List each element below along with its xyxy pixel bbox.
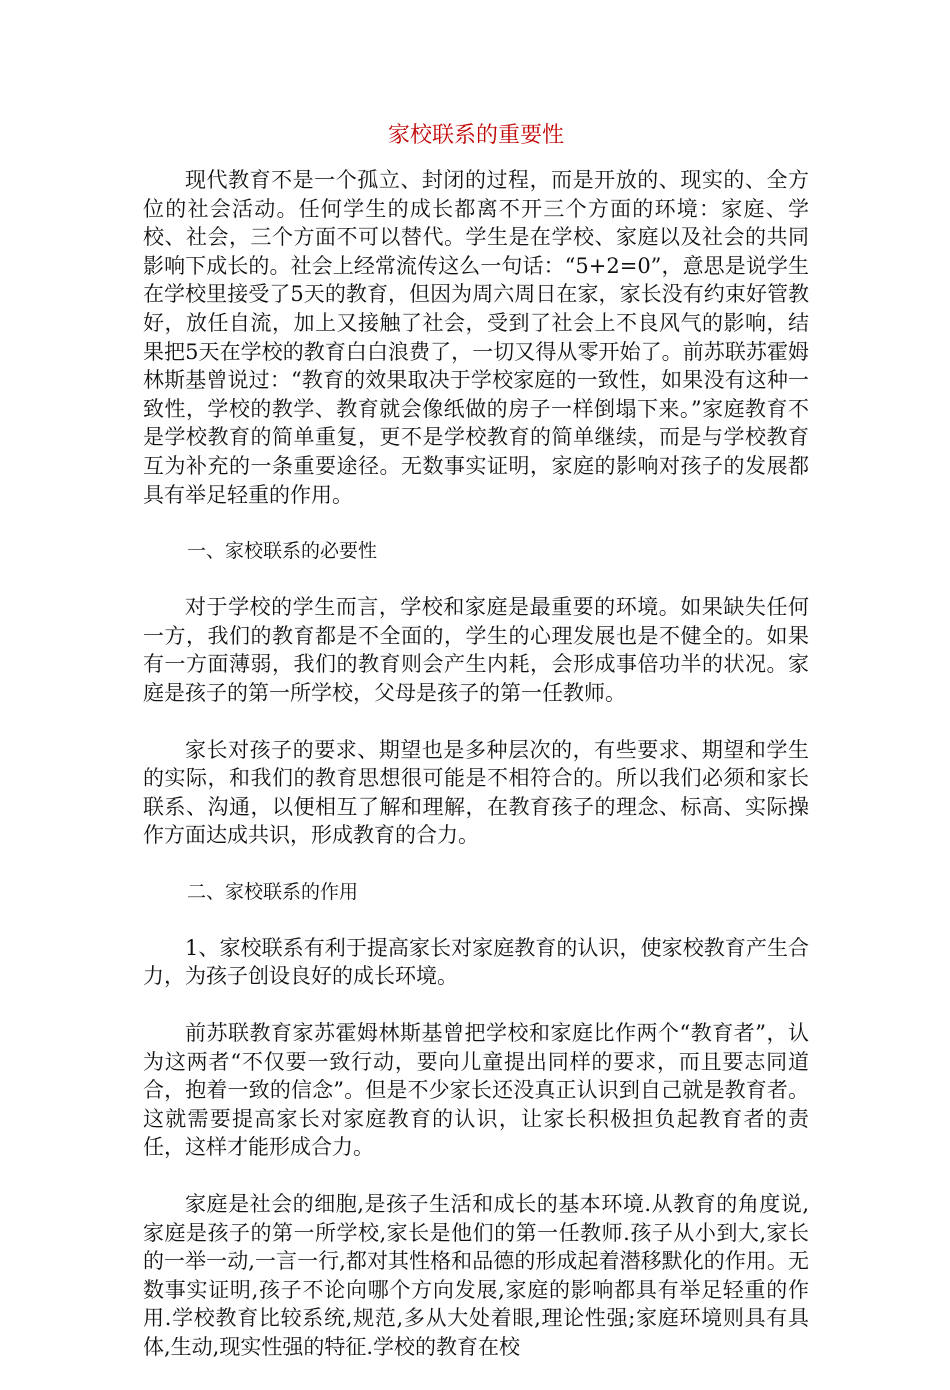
- paragraph-intro: 现代教育不是一个孤立、封闭的过程，而是开放的、现实的、全方位的社会活动。任何学生的成长都离不开三个方面的环境：家庭、学校、社会，三个方面不可以替代。学生是在学校、家庭以及社会的共同影响下成长的。社会上经常流传这么一句话：“5+2=0”，意思是说学生在学校里接受了5天的教育，但因为周六周日在家，家长没有约束好管教好，放任自流，加上又接触了社会，受到了社会上不良风气的影响，结果把5天在学校的教育白白浪费了，一切又得从零开始了。前苏联苏霍姆林斯基曾说过：“教育的效果取决于学校家庭的一致性，如果没有这种一致性，学校的教学、教育就会像纸做的房子一样倒塌下来。”家庭教育不是学校教育的简单重复，更不是学校教育的简单继续，而是与学校教育互为补充的一条重要途径。无数事实证明，家庭的影响对孩子的发展都具有举足轻重的作用。: [143, 168, 809, 507]
- paragraph-family-cell: 家庭是社会的细胞,是孩子生活和成长的基本环境.从教育的角度说,家庭是孩子的第一所学校,家长是他们的第一任教师.孩子从小到大,家长的一举一动,一言一行,都对其性格和品德的形成起着潜移默化的作用。无数事实证明,孩子不论向哪个方向发展,家庭的影响都具有举足轻重的作用.学校教育比较系统,规范,多从大处着眼,理论性强;家庭环境则具有具体,生动,现实性强的特征.学校的教育在校: [143, 1192, 809, 1359]
- paragraph-environment: 对于学校的学生而言，学校和家庭是最重要的环境。如果缺失任何一方，我们的教育都是不全面的，学生的心理发展也是不健全的。如果有一方面薄弱，我们的教育则会产生内耗，会形成事倍功半的状况。家庭是孩子的第一所学校，父母是孩子的第一任教师。: [143, 595, 809, 705]
- document-title: 家校联系的重要性: [387, 123, 564, 148]
- section-heading-necessity: 一、家校联系的必要性: [187, 540, 378, 563]
- document-body: [143, 120, 809, 1390]
- section-heading-role: 二、家校联系的作用: [187, 880, 359, 903]
- paragraph-sukhomlinsky: 前苏联教育家苏霍姆林斯基曾把学校和家庭比作两个“教育者”，认为这两者“不仅要一致行动，要向儿童提出同样的要求，而且要志同道合，抱着一致的信念”。但是不少家长还没真正认识到自己就是教育者。这就需要提高家长对家庭教育的认识，让家长积极担负起教育者的责任，这样才能形成合力。: [143, 1021, 809, 1160]
- paragraph-parent-expectations: 家长对孩子的要求、期望也是多种层次的，有些要求、期望和学生的实际，和我们的教育思想很可能是不相符合的。所以我们必须和家长联系、沟通，以便相互了解和理解，在教育孩子的理念、标高、实际操作方面达成共识，形成教育的合力。: [143, 737, 809, 848]
- paragraph-point-1: 1、家校联系有利于提高家长对家庭教育的认识，使家校教育产生合力，为孩子创设良好的成长环境。: [143, 935, 809, 989]
